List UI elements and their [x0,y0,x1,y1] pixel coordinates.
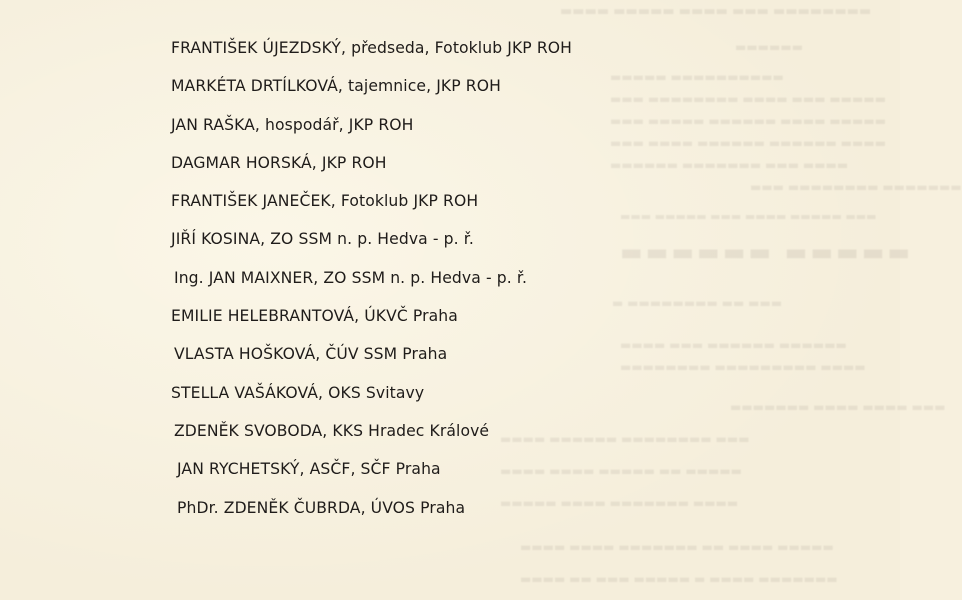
list-item: VLASTA HOŠKOVÁ, ČÚV SSM Praha [174,345,448,364]
list-item: JAN RYCHETSKÝ, ASČF, SČF Praha [177,460,441,479]
list-item: MARKÉTA DRTÍLKOVÁ, tajemnice, JKP ROH [171,77,501,96]
member-list [171,38,572,536]
list-item: FRANTIŠEK JANEČEK, Fotoklub JKP ROH [171,192,479,211]
list-item: Ing. JAN MAIXNER, ZO SSM n. p. Hedva - p. ř. [174,268,527,287]
document-page: ▬▬▬▬ ▬▬▬▬▬ ▬▬▬▬ ▬▬▬ ▬▬▬▬▬▬▬▬ ▬▬▬▬▬▬ ▬▬▬▬▬ ▬▬▬▬▬▬▬▬▬▬ ▬▬▬ ▬▬▬▬▬▬▬▬ ▬▬▬▬ ▬▬▬ ▬▬▬▬▬ ▬▬▬ ▬▬▬▬▬ ▬▬▬▬▬▬ ▬▬▬▬ ▬▬▬▬▬ ▬▬▬ ▬▬▬▬ ▬▬▬▬▬▬ ▬▬▬▬▬▬ ▬▬▬▬ ▬▬▬▬▬▬ ▬▬▬▬▬▬▬ ▬▬▬ ▬▬▬▬ ▬▬▬ ▬▬▬▬▬▬▬▬ ▬▬▬▬▬▬▬ ▬▬▬ ▬▬▬▬▬ ▬▬▬ ▬▬▬▬ ▬▬▬▬▬ ▬▬▬ ▬▬▬▬▬▬ ▬▬▬▬▬ ▬ ▬▬▬▬▬▬▬▬ ▬▬ ▬▬▬ ▬▬▬▬ ▬▬▬ ▬▬▬▬▬▬ ▬▬▬▬▬▬ ▬▬▬▬▬▬▬▬ ▬▬▬▬▬▬▬▬▬ ▬▬▬▬ ▬▬▬▬▬▬▬ ▬▬▬▬ ▬▬▬▬ ▬▬▬ ▬▬▬▬ ▬▬▬▬▬▬ ▬▬▬▬▬▬▬▬ ▬▬▬ ▬▬▬▬ ▬▬▬▬ ▬▬▬▬▬ ▬▬ ▬▬▬▬▬ ▬▬▬▬▬ ▬▬▬▬ ▬▬▬▬▬▬▬ ▬▬▬▬ ▬▬▬▬ ▬▬▬▬ ▬▬▬▬▬▬▬ ▬▬ ▬▬▬▬ ▬▬▬▬▬ ▬▬▬▬ ▬▬ ▬▬▬ ▬▬▬▬▬ ▬ ▬▬▬▬ ▬▬▬▬▬▬▬ FRANTIŠEK ÚJEZDSKÝ, předseda, Fotoklub JKP ROH MARKÉTA DRTÍLKOVÁ, tajemnice, JKP ROH JAN RAŠKA, hospodář, JKP ROH DAGMAR HORSKÁ, JKP ROH FRANTIŠEK JANEČEK, Fotoklub JKP ROH JIŘÍ KOSINA, ZO SSM n. p. Hedva - p. ř. Ing. JAN MAIXNER, ZO SSM n. p. Hedva - p. ř. EMILIE HELEBRANTOVÁ, ÚKVČ Praha VLASTA HOŠKOVÁ, ČÚV SSM Praha STELLA VAŠÁKOVÁ, OKS Svitavy ZDENĚK SVOBODA, KKS Hradec Králové JAN RYCHETSKÝ, ASČF, SČF Praha PhDr. ZDENĚK ČUBRDA, ÚVOS Praha [0,0,900,600]
list-item: STELLA VAŠÁKOVÁ, OKS Svitavy [171,383,425,402]
list-item: JIŘÍ KOSINA, ZO SSM n. p. Hedva - p. ř. [171,230,474,249]
list-item: ZDENĚK SVOBODA, KKS Hradec Králové [174,421,490,440]
list-item: DAGMAR HORSKÁ, JKP ROH [171,153,387,172]
list-item: JAN RAŠKA, hospodář, JKP ROH [171,115,414,134]
list-item: FRANTIŠEK ÚJEZDSKÝ, předseda, Fotoklub JKP ROH [171,39,572,57]
list-item: EMILIE HELEBRANTOVÁ, ÚKVČ Praha [171,307,458,326]
list-item: PhDr. ZDENĚK ČUBRDA, ÚVOS Praha [177,498,466,517]
